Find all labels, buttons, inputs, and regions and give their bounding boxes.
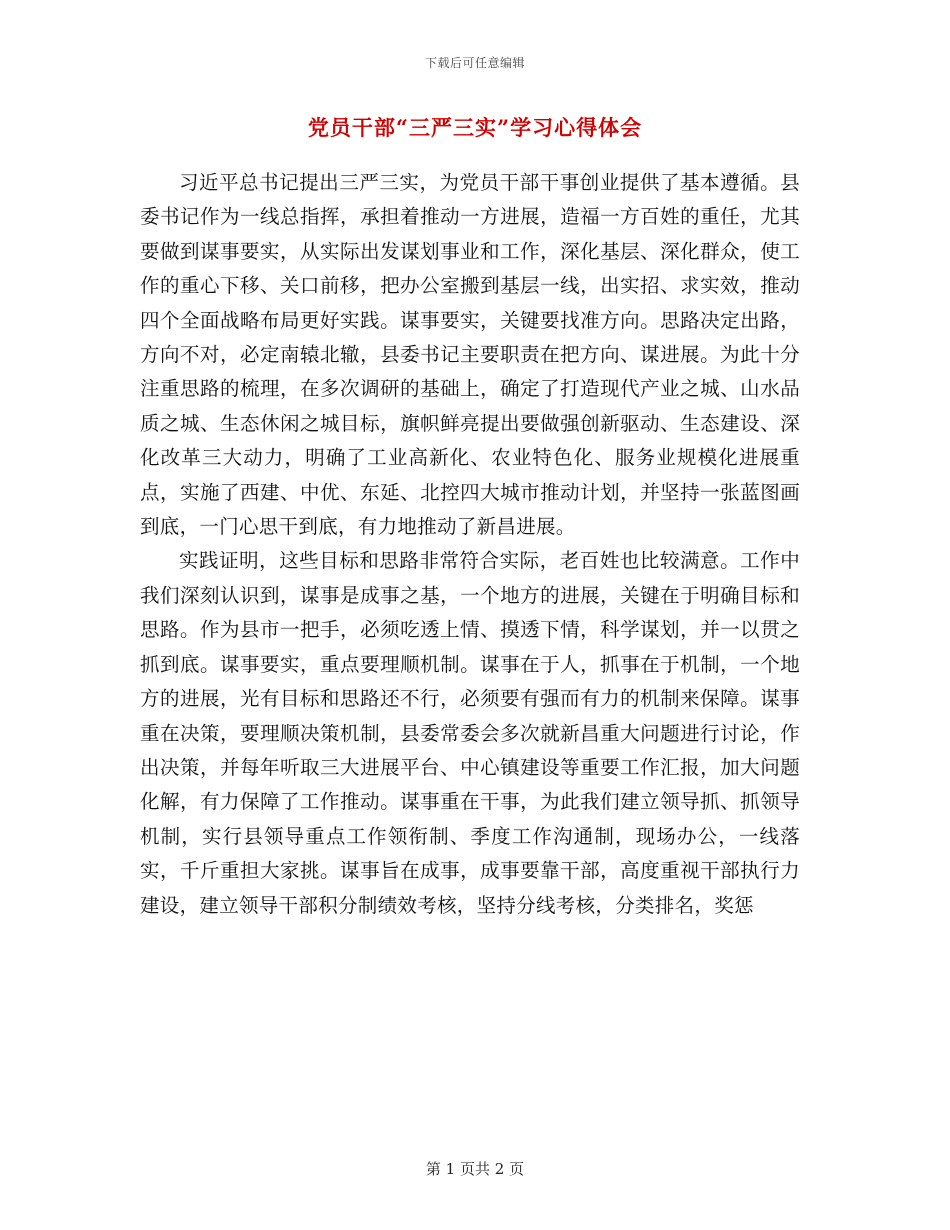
document-title: 党员干部“三严三实”学习心得体会 bbox=[307, 115, 643, 140]
document-body bbox=[140, 166, 800, 923]
header-note: 下载后可任意编辑 bbox=[424, 56, 525, 70]
paragraph-1: 习近平总书记提出三严三实，为党员干部干事创业提供了基本遵循。县委书记作为一线总指挥，承担着推动一方进展，造福一方百姓的重任，尤其要做到谋事要实，从实际出发谋划事业和工作，深化基层、深化群众，使工作的重心下移、关口前移，把办公室搬到基层一线，出实招、求实效，推动四个全面战略布局更好实践。谋事要实，关键要找准方向。思路决定出路，方向不对，必定南辕北辙，县委书记主要职责在把方向、谋进展。为此十分注重思路的梳理，在多次调研的基础上，确定了打造现代产业之城、山水品质之城、生态休闲之城目标，旗帜鲜亮提出要做强创新驱动、生态建设、深化改革三大动力，明确了工业高新化、农业特色化、服务业规模化进展重点，实施了西建、中优、东延、北控四大城市推动计划，并坚持一张蓝图画到底，一门心思干到底，有力地推动了新昌进展。 bbox=[140, 171, 800, 539]
page-number: 第 1 页共 2 页 bbox=[425, 1160, 525, 1178]
paragraph-2: 实践证明，这些目标和思路非常符合实际，老百姓也比较满意。工作中我们深刻认识到，谋事是成事之基，一个地方的进展，关键在于明确目标和思路。作为县市一把手，必须吃透上情、摸透下情，科学谋划，并一以贯之抓到底。谋事要实，重点要理顺机制。谋事在于人，抓事在于机制，一个地方的进展，光有目标和思路还不行，必须要有强而有力的机制来保障。谋事重在决策，要理顺决策机制，县委常委会多次就新昌重大问题进行讨论，作出决策，并每年听取三大进展平台、中心镇建设等重要工作汇报，加大问题化解，有力保障了工作推动。谋事重在干事，为此我们建立领导抓、抓领导机制，实行县领导重点工作领衔制、季度工作沟通制，现场办公，一线落实，千斤重担大家挑。谋事旨在成事，成事要靠干部，高度重视干部执行力建设，建立领导干部积分制绩效考核，坚持分线考核，分类排名，奖惩 bbox=[140, 549, 800, 917]
